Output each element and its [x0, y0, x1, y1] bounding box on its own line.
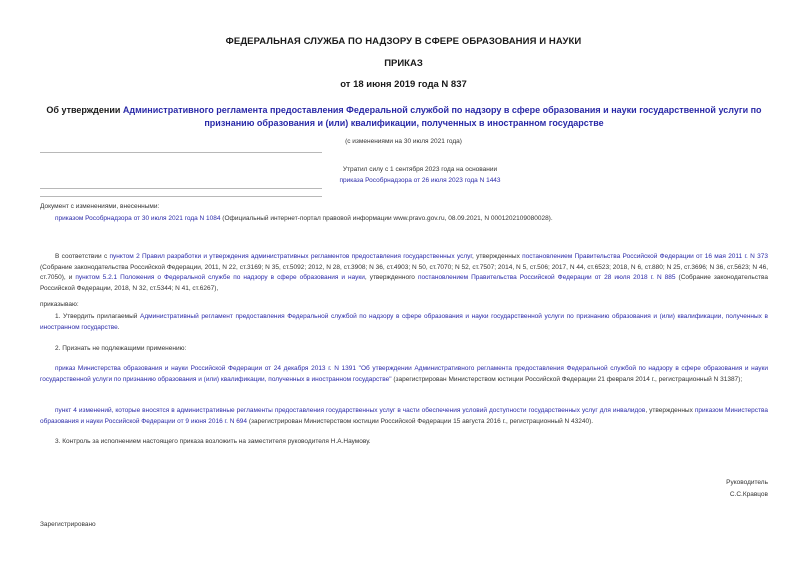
divider	[40, 188, 322, 189]
lost-force-order-link[interactable]: приказа Рособрнадзора от 26 июля 2023 года N 1443	[339, 177, 501, 184]
government-decree-373-link[interactable]: постановлением Правительства Российской Федерации от 16 мая 2011 г. N 373	[522, 253, 768, 260]
signatory-name: С.С.Кравцов	[729, 490, 768, 498]
item-2b-text: (зарегистрирован Министерством юстиции Российской Федерации 15 августа 2016 г., регистрационный N 43240).	[247, 417, 594, 425]
item-1-text: .	[117, 323, 120, 331]
preamble-text: , утвержденного	[364, 274, 418, 281]
signature-block	[726, 477, 768, 500]
document-changes-line	[40, 213, 780, 225]
registered-label: Зарегистрировано	[40, 521, 96, 528]
item-2: 2. Признать не подлежащими применению:	[55, 345, 187, 352]
lost-force-notice	[270, 164, 570, 186]
preamble-text: (Собрание законодательства Российской Федерации, 2018, N 32, ст.5344; N 41, ст.6267),	[40, 274, 768, 292]
document-type: ПРИКАЗ	[384, 58, 423, 69]
preamble-text: , утвержденных	[472, 253, 523, 260]
document-title	[40, 104, 768, 130]
point-4-changes-link[interactable]: пункт 4 изменений, которые вносятся в административные регламенты предоставления государственных услуг в части обеспечения условий доступности государственных услуг для инвалидов	[55, 407, 646, 414]
document-changes-block	[40, 201, 780, 225]
item-2b-text: , утвержденных	[645, 407, 695, 414]
item-2a	[40, 364, 768, 385]
changes-note: (с изменениями на 30 июля 2021 года)	[345, 138, 462, 145]
divider	[40, 196, 322, 197]
preamble-paragraph	[40, 252, 768, 294]
document-date-number: от 18 июня 2019 года N 837	[340, 79, 467, 90]
item-2b	[40, 406, 768, 427]
divider	[40, 152, 322, 153]
agency-name: ФЕДЕРАЛЬНАЯ СЛУЖБА ПО НАДЗОРУ В СФЕРЕ ОБРАЗОВАНИЯ И НАУКИ	[225, 36, 582, 47]
regulation-point-link[interactable]: пунктом 5.2.1 Положения о Федеральной службе по надзору в сфере образования и науки	[75, 274, 365, 281]
item-3: 3. Контроль за исполнением настоящего приказа возложить на заместителя руководителя Н.А.Наумову.	[55, 438, 371, 445]
government-decree-885-link[interactable]: постановлением Правительства Российской Федерации от 28 июля 2018 г. N 885	[417, 274, 676, 281]
title-regulation-link[interactable]: Административного регламента предоставления Федеральной службой по надзору в сфере образования и науки государственной услуги по признанию образования и (или) квалификации, полученных в иностранном государстве	[122, 105, 762, 128]
document-changes-label: Документ с изменениями, внесенными:	[40, 203, 160, 210]
preamble-text: В соответствии с	[55, 253, 110, 260]
item-2a-text: (зарегистрирован Министерством юстиции Российской Федерации 21 февраля 2014 г., регистрационный N 31387);	[391, 375, 743, 383]
regulation-link[interactable]: Административный регламент предоставления Федеральной службой по надзору в сфере образования и науки государственной услуги по признанию образования и (или) квалификации, полученных в иностранном государстве	[40, 313, 768, 331]
order-1391-link[interactable]: приказ Министерства образования и науки Российской Федерации от 24 декабря 2013 г. N 1391 "Об утверждении Административного регламента предоставления Федеральной службой по надзору в сфере образования и науки государственной услуги по признанию образования и (или) квалификации, полученных в иностранном государстве"	[40, 365, 768, 383]
signatory-position: Руководитель	[726, 479, 768, 486]
title-prefix: Об утверждении	[46, 105, 123, 115]
item-1	[40, 312, 768, 333]
rules-link[interactable]: пунктом 2 Правил разработки и утверждения административных регламентов предоставления государственных услуг	[109, 253, 473, 260]
amending-order-source: (Официальный интернет-портал правовой информации www.pravo.gov.ru, 08.09.2021, N 0001202109080028).	[220, 215, 553, 222]
lost-force-text: Утратил силу с 1 сентября 2023 года на основании	[342, 166, 498, 173]
item-1-text: 1. Утвердить прилагаемый	[55, 313, 140, 320]
order-694-link[interactable]: приказом Министерства образования и науки Российской Федерации от 9 июня 2016 г. N 694	[40, 407, 768, 425]
preamble-text: (Собрание законодательства Российской Федерации, 2011, N 22, ст.3169; N 35, ст.5092; 2012, N 28, ст.3908; N 36, ст.4903; N 50, ст.7070; N 52, ст.7507; 2014, N 5, ст.506; 2017, N 44, ст.6523; 2018, N 6, ст.880; N 25, ст.3696; N 36, ст.5623; N 46, ст.7050), и	[40, 263, 768, 281]
order-word: приказываю:	[40, 301, 79, 308]
amending-order-link[interactable]: приказом Рособрнадзора от 30 июля 2021 года N 1084	[55, 215, 221, 222]
